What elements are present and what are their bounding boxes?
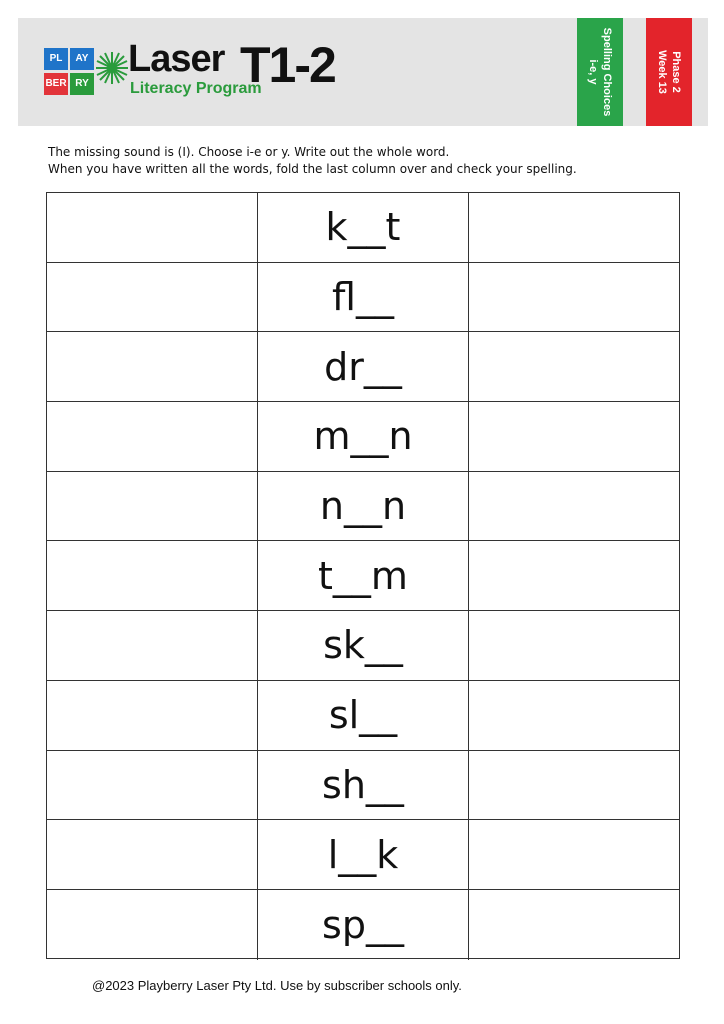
table-row bbox=[47, 751, 679, 821]
word-prompt: t__m bbox=[257, 541, 469, 610]
spelling-choices-tag bbox=[577, 18, 623, 126]
table-row bbox=[47, 402, 679, 472]
check-cell[interactable] bbox=[469, 751, 679, 820]
word-prompt: l__k bbox=[257, 820, 469, 889]
answer-cell[interactable] bbox=[47, 820, 257, 889]
puzzle-piece: PL bbox=[44, 48, 68, 70]
instructions bbox=[48, 144, 688, 178]
tag-line: i-e, y bbox=[587, 59, 599, 85]
answer-cell[interactable] bbox=[47, 541, 257, 610]
table-row bbox=[47, 472, 679, 542]
tag-line: Week 13 bbox=[656, 50, 668, 94]
word-prompt: sh__ bbox=[257, 751, 469, 820]
word-prompt: sp__ bbox=[257, 890, 469, 960]
laser-burst-icon bbox=[94, 50, 130, 86]
check-cell[interactable] bbox=[469, 402, 679, 471]
answer-cell[interactable] bbox=[47, 472, 257, 541]
check-cell[interactable] bbox=[469, 681, 679, 750]
brand-word: Laser bbox=[128, 38, 225, 80]
spelling-table bbox=[46, 192, 680, 959]
table-row bbox=[47, 541, 679, 611]
program-subtitle: Literacy Program bbox=[130, 80, 262, 97]
word-prompt: dr__ bbox=[257, 332, 469, 401]
word-prompt: n__n bbox=[257, 472, 469, 541]
check-cell[interactable] bbox=[469, 890, 679, 960]
answer-cell[interactable] bbox=[47, 751, 257, 820]
answer-cell[interactable] bbox=[47, 263, 257, 332]
level-label: T1-2 bbox=[240, 37, 335, 93]
copyright-footer: @2023 Playberry Laser Pty Ltd. Use by subscriber schools only. bbox=[92, 978, 462, 993]
answer-cell[interactable] bbox=[47, 681, 257, 750]
check-cell[interactable] bbox=[469, 541, 679, 610]
phase-week-tag bbox=[646, 18, 692, 126]
check-cell[interactable] bbox=[469, 472, 679, 541]
answer-cell[interactable] bbox=[47, 890, 257, 960]
check-cell[interactable] bbox=[469, 820, 679, 889]
word-prompt: m__n bbox=[257, 402, 469, 471]
word-prompt: k__t bbox=[257, 193, 469, 262]
tag-line: Spelling Choices bbox=[601, 27, 613, 117]
puzzle-piece: RY bbox=[70, 73, 94, 95]
puzzle-piece: BER bbox=[44, 73, 68, 95]
table-row bbox=[47, 611, 679, 681]
check-cell[interactable] bbox=[469, 611, 679, 680]
puzzle-piece: AY bbox=[70, 48, 94, 70]
table-row bbox=[47, 820, 679, 890]
playberry-laser-logo bbox=[44, 37, 364, 102]
check-cell[interactable] bbox=[469, 193, 679, 262]
table-row bbox=[47, 193, 679, 263]
word-prompt: sk__ bbox=[257, 611, 469, 680]
table-row bbox=[47, 681, 679, 751]
puzzle-icon bbox=[44, 48, 96, 96]
table-row bbox=[47, 332, 679, 402]
answer-cell[interactable] bbox=[47, 611, 257, 680]
instruction-line: When you have written all the words, fold the last column over and check your spelling. bbox=[48, 162, 577, 176]
instruction-line: The missing sound is (I). Choose i-e or y. Write out the whole word. bbox=[48, 145, 450, 159]
check-cell[interactable] bbox=[469, 332, 679, 401]
answer-cell[interactable] bbox=[47, 402, 257, 471]
word-prompt: sl__ bbox=[257, 681, 469, 750]
tag-line: Phase 2 bbox=[670, 51, 682, 93]
table-row bbox=[47, 890, 679, 960]
answer-cell[interactable] bbox=[47, 332, 257, 401]
answer-cell[interactable] bbox=[47, 193, 257, 262]
table-row bbox=[47, 263, 679, 333]
check-cell[interactable] bbox=[469, 263, 679, 332]
word-prompt: fl__ bbox=[257, 263, 469, 332]
